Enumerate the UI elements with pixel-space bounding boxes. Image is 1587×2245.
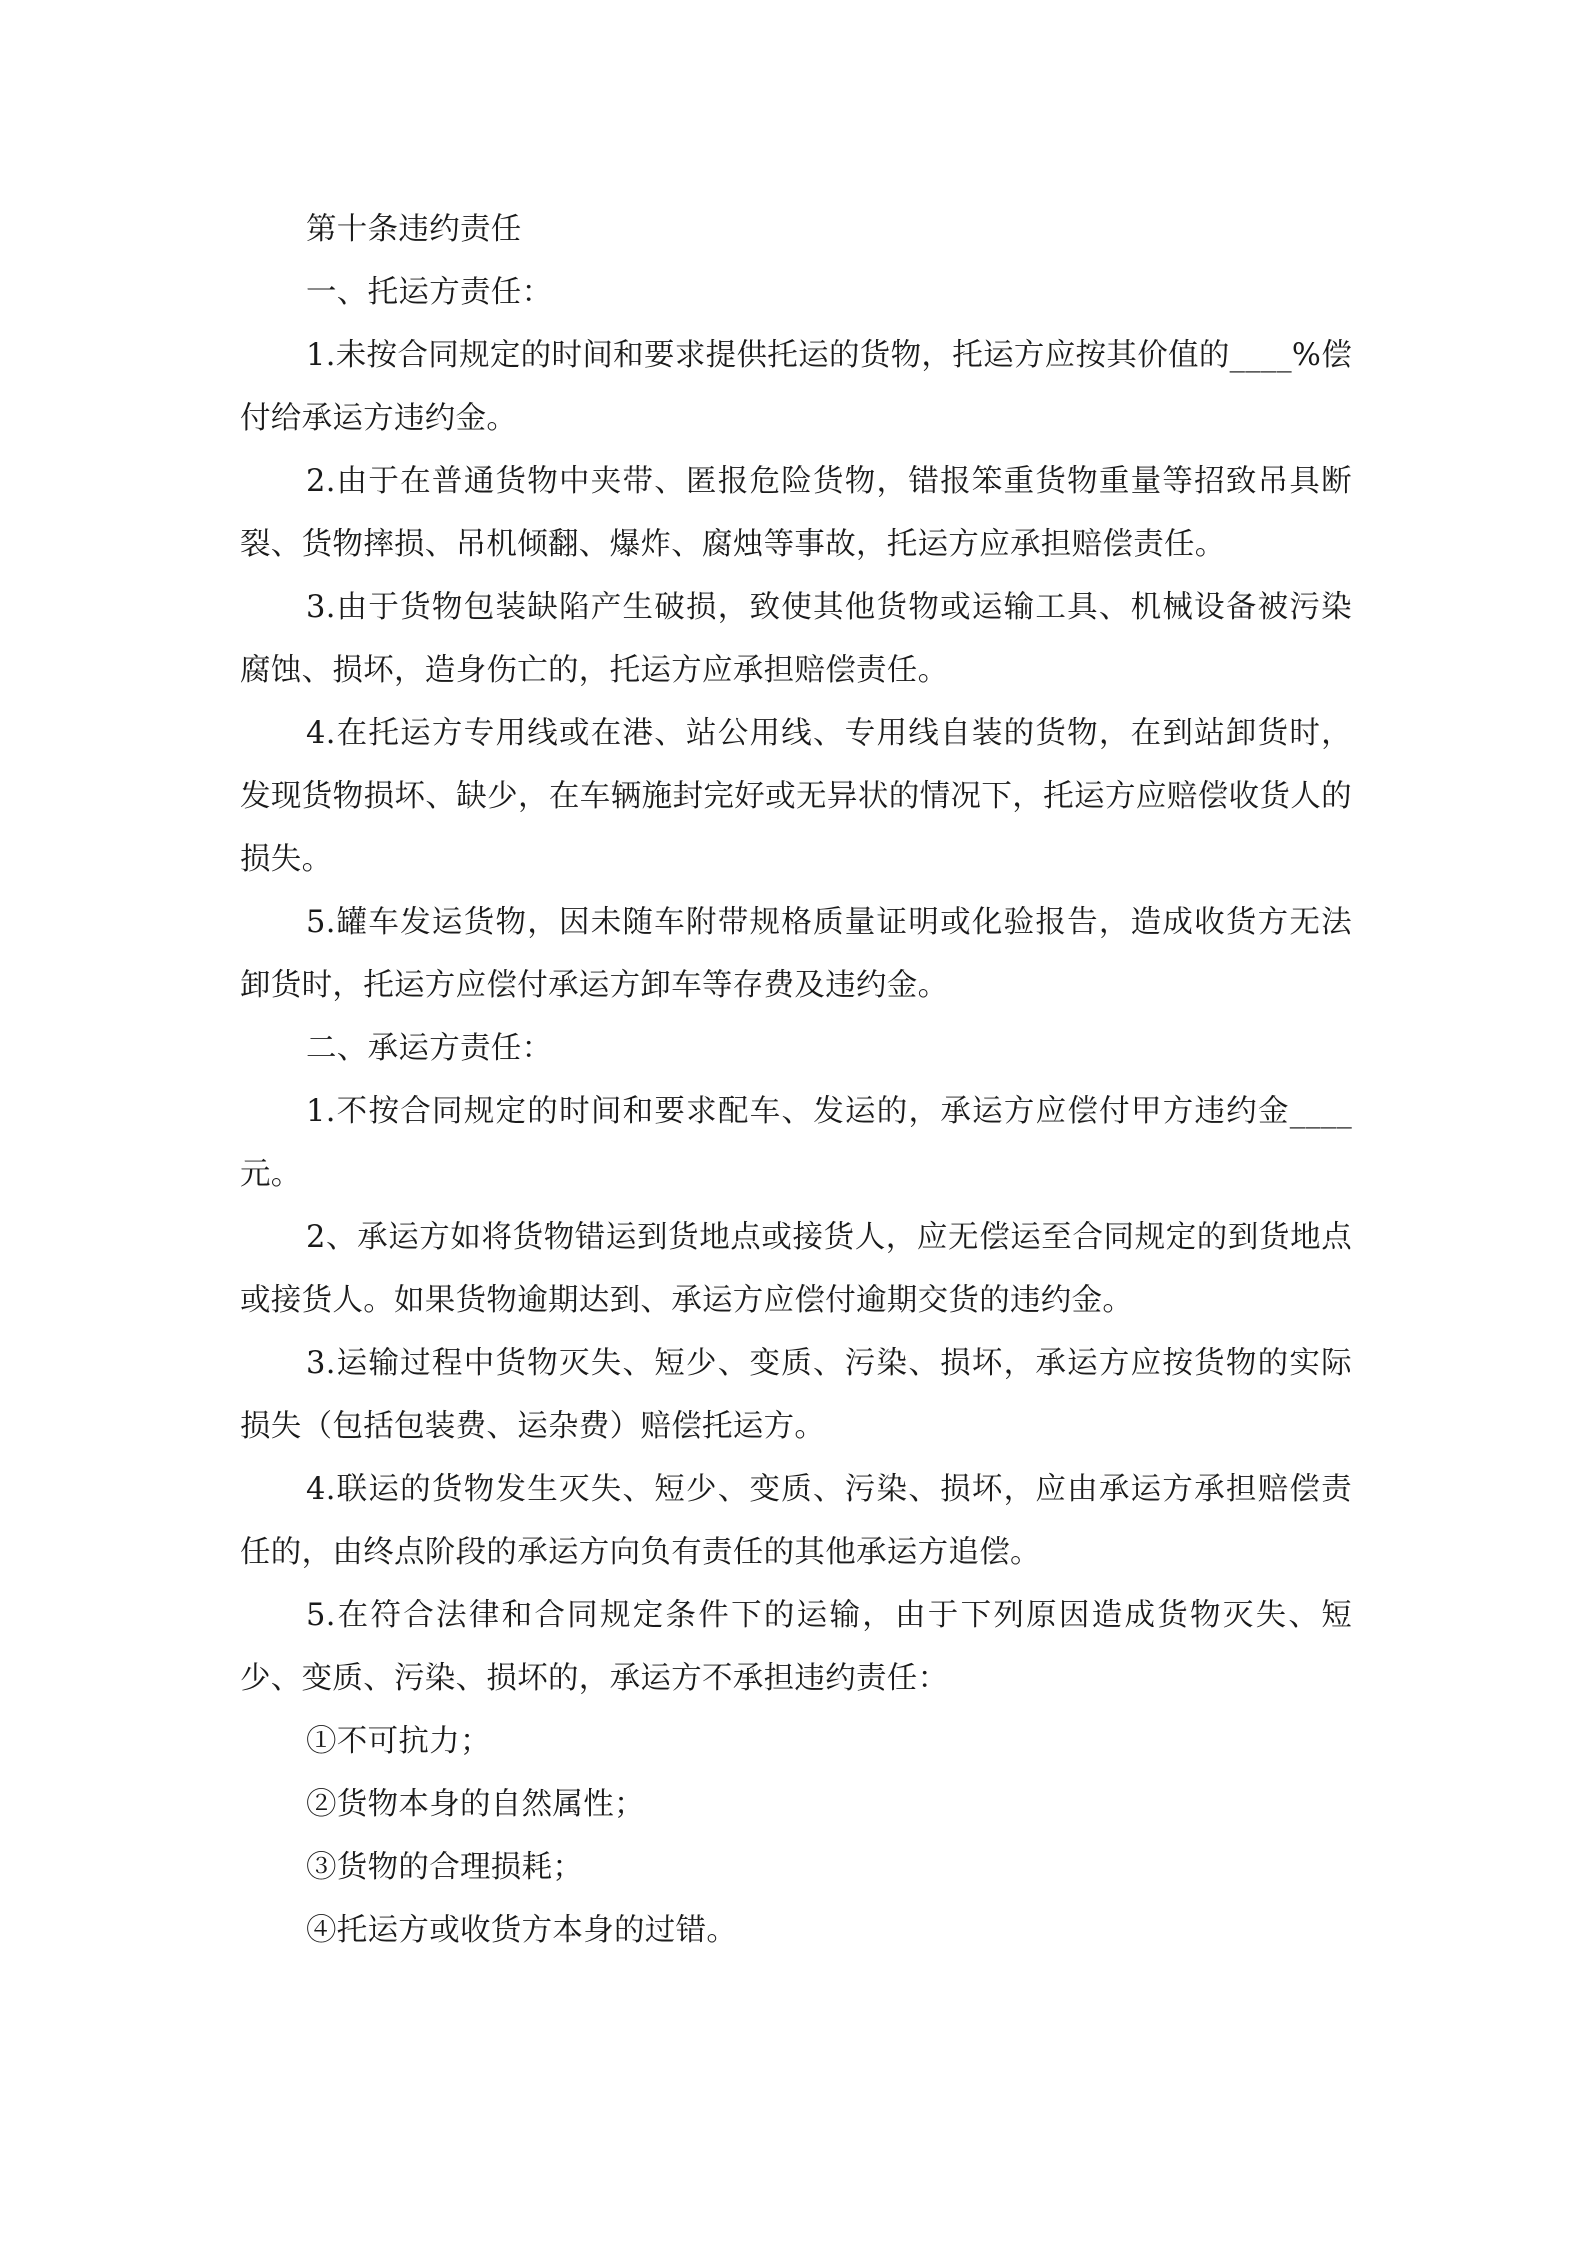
shipper-clause-2: 2.由于在普通货物中夹带、匿报危险货物，错报笨重货物重量等招致吊具断裂、货物摔损、吊机倾翻、爆炸、腐烛等事故，托运方应承担赔偿责任。 bbox=[240, 464, 1352, 562]
carrier-clause-5: 5.在符合法律和合同规定条件下的运输，由于下列原因造成货物灭失、短少、变质、污染、损坏的，承运方不承担违约责任： bbox=[240, 1598, 1352, 1696]
carrier-clause-3: 3.运输过程中货物灭失、短少、变质、污染、损坏，承运方应按货物的实际损失（包括包装费、运杂费）赔偿托运方。 bbox=[240, 1346, 1352, 1444]
exemption-item-4: ④托运方或收货方本身的过错。 bbox=[306, 1913, 738, 1948]
carrier-clause-1: 1.不按合同规定的时间和要求配车、发运的，承运方应偿付甲方违约金____元。 bbox=[240, 1094, 1352, 1192]
exemption-item-1: ①不可抗力； bbox=[306, 1724, 491, 1759]
document-page bbox=[240, 198, 1352, 1962]
shipper-clause-5: 5.罐车发运货物，因未随车附带规格质量证明或化验报告，造成收货方无法卸货时，托运方应偿付承运方卸车等存费及违约金。 bbox=[240, 905, 1352, 1003]
section-heading-shipper: 一、托运方责任： bbox=[306, 275, 553, 310]
shipper-clause-3: 3.由于货物包装缺陷产生破损，致使其他货物或运输工具、机械设备被污染腐蚀、损坏，造身伤亡的，托运方应承担赔偿责任。 bbox=[240, 590, 1352, 688]
shipper-clause-1: 1.未按合同规定的时间和要求提供托运的货物，托运方应按其价值的____%偿付给承运方违约金。 bbox=[240, 338, 1352, 436]
carrier-clause-4: 4.联运的货物发生灭失、短少、变质、污染、损坏，应由承运方承担赔偿责任的，由终点阶段的承运方向负有责任的其他承运方追偿。 bbox=[240, 1472, 1352, 1570]
carrier-clause-2: 2、承运方如将货物错运到货地点或接货人，应无偿运至合同规定的到货地点或接货人。如果货物逾期达到、承运方应偿付逾期交货的违约金。 bbox=[240, 1220, 1352, 1318]
exemption-item-3: ③货物的合理损耗； bbox=[306, 1850, 584, 1885]
exemption-item-2: ②货物本身的自然属性； bbox=[306, 1787, 645, 1822]
article-heading: 第十条违约责任 bbox=[306, 212, 522, 247]
section-heading-carrier: 二、承运方责任： bbox=[306, 1031, 553, 1066]
shipper-clause-4: 4.在托运方专用线或在港、站公用线、专用线自装的货物，在到站卸货时，发现货物损坏、缺少，在车辆施封完好或无异状的情况下，托运方应赔偿收货人的损失。 bbox=[240, 716, 1352, 877]
